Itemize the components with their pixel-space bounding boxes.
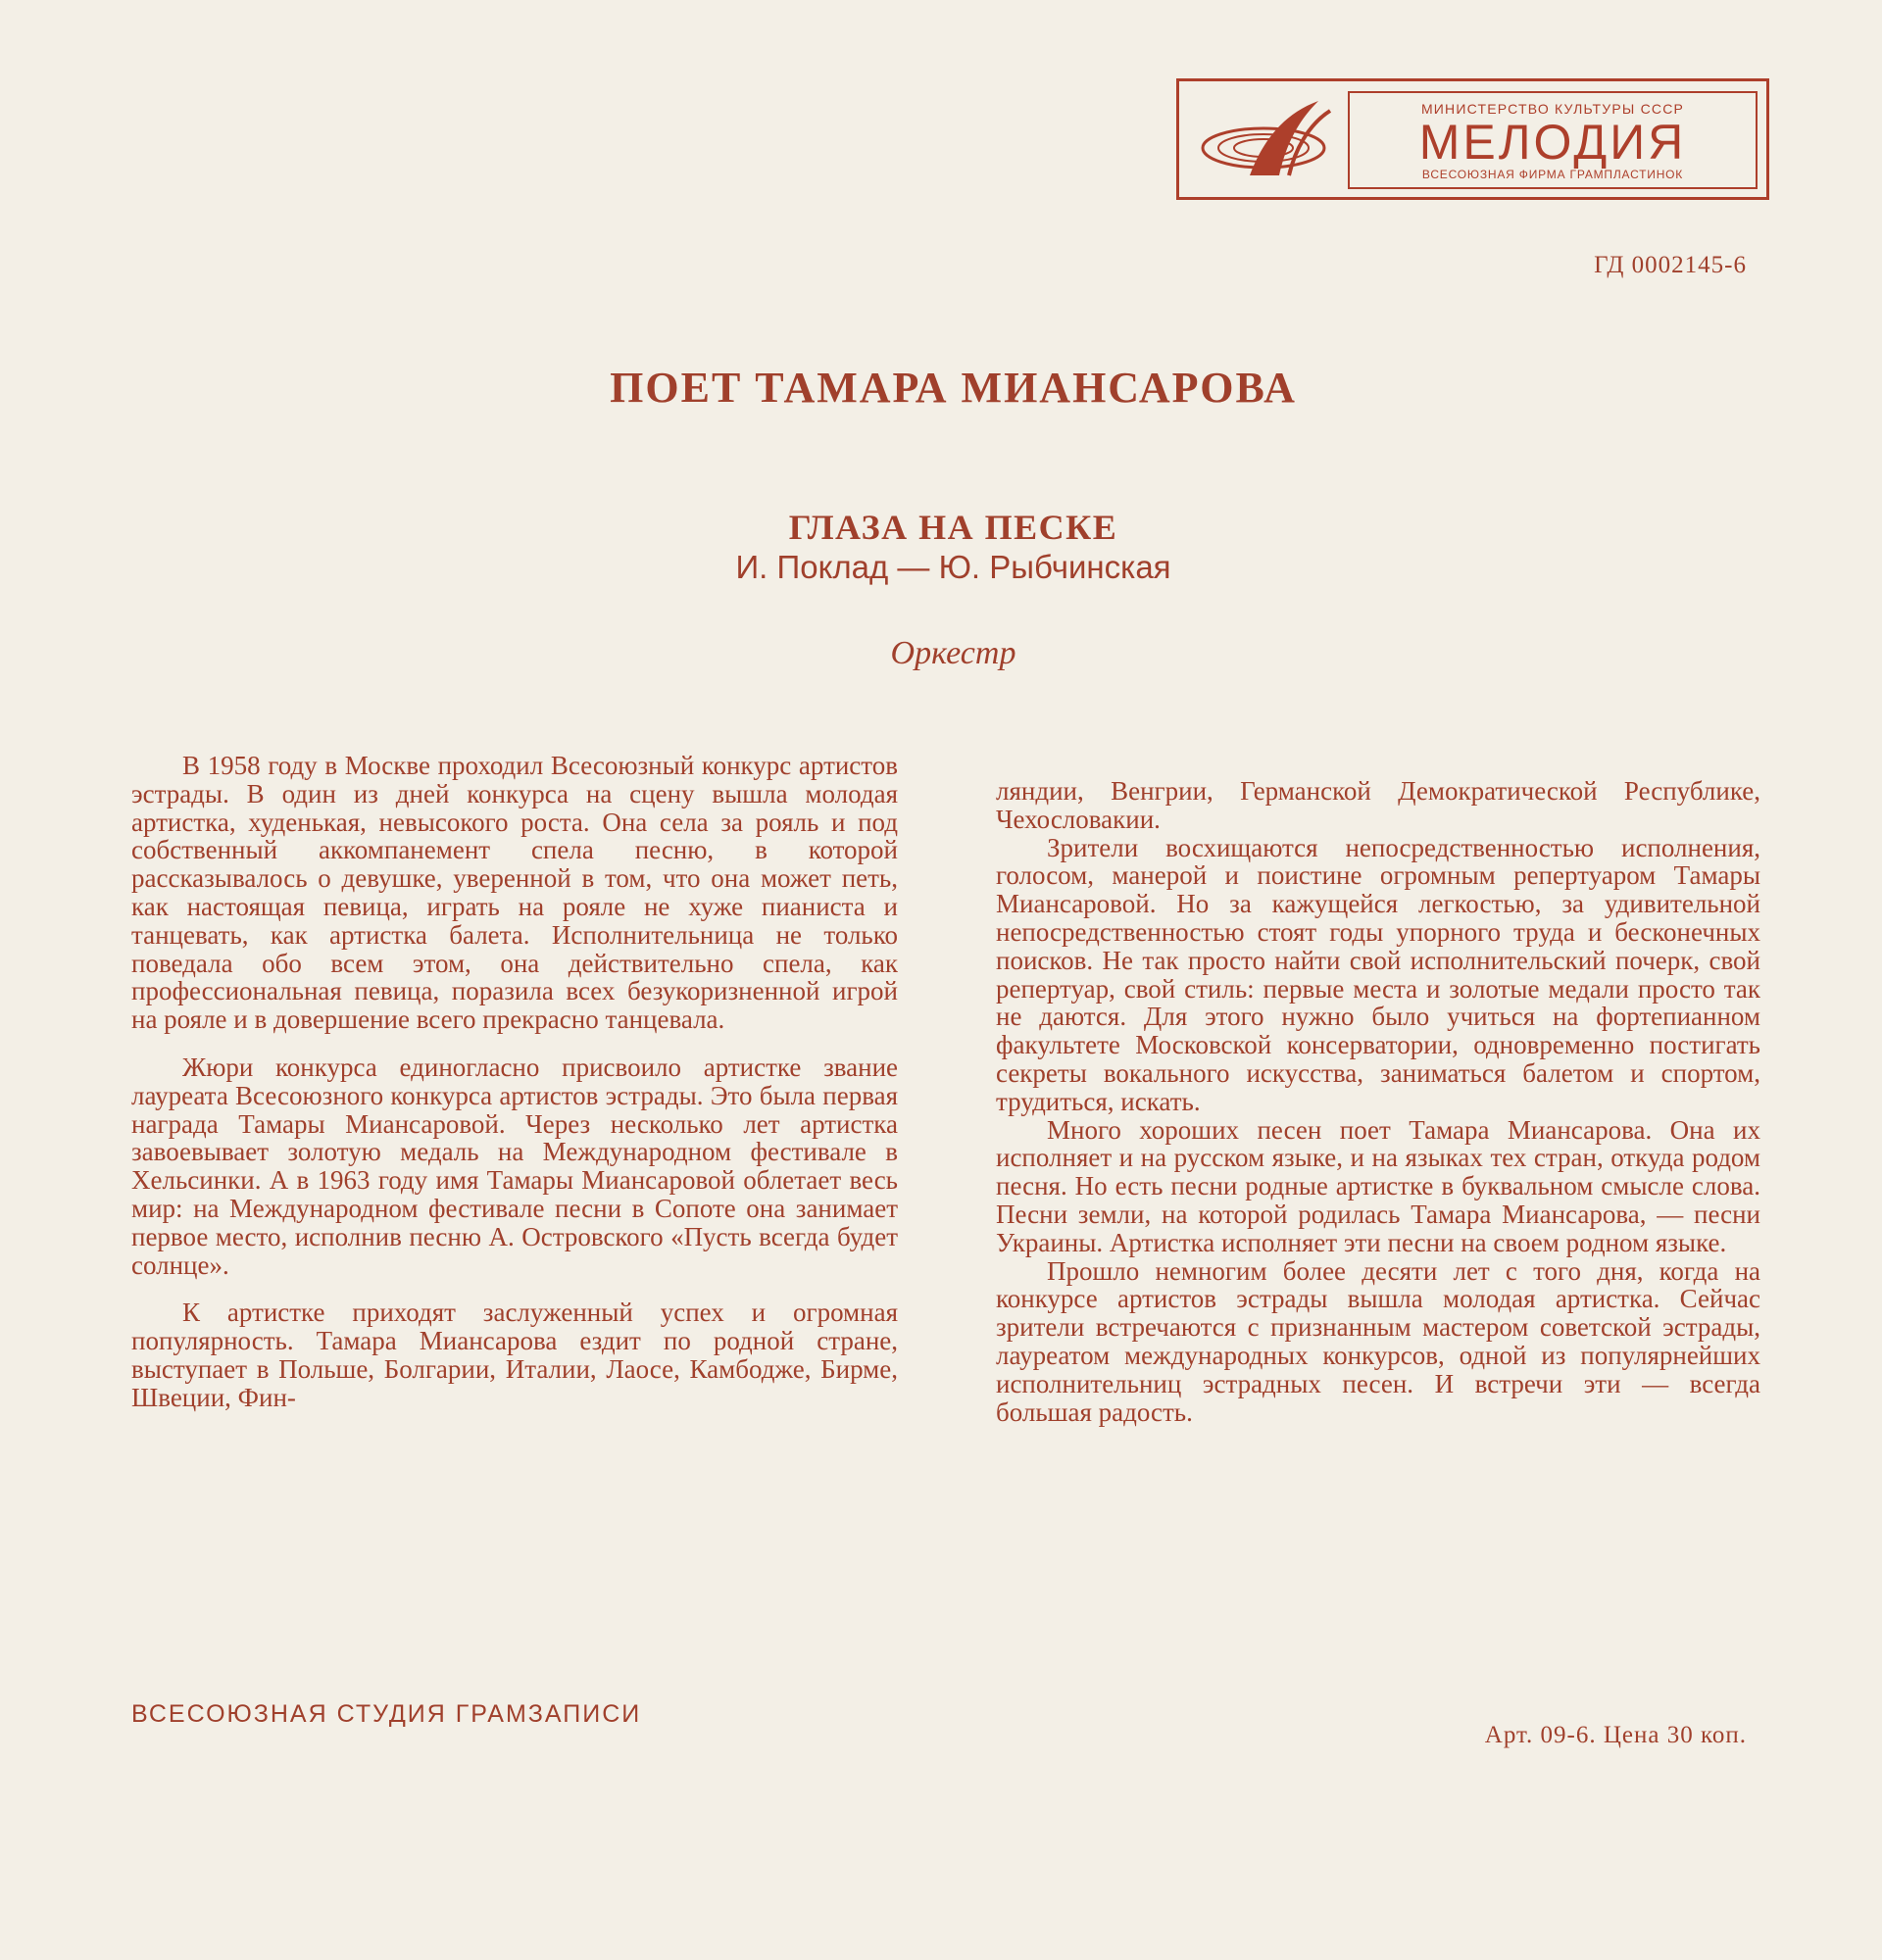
melodiya-logo (1176, 78, 1769, 200)
article-left-column (131, 752, 898, 1432)
song-authors: И. Поклад — Ю. Рыбчинская (735, 549, 1171, 585)
logo-ministry-line: МИНИСТЕРСТВО КУЛЬТУРЫ СССР (1420, 101, 1685, 117)
article-paragraph: Прошло немногим более десяти лет с того дня, когда на конкурсе артистов эстрады вышла молодая артистка. Сейчас зрители встречаются с признанным мастером советской эстрады, лауреатом международных конкурсов, одной из популярнейших исполнительниц эстрадных песен. И встречи эти — всегда большая радость. (996, 1255, 1760, 1427)
price-info: Арт. 09-6. Цена 30 коп. (1484, 1722, 1747, 1748)
article-paragraph: К артистке приходят заслуженный успех и огромная популярность. Тамара Миансарова ездит по родной стране, выступает в Польше, Болгарии, Италии, Лаосе, Камбодже, Бирме, Швеции, Фин- (131, 1298, 898, 1412)
studio-name: ВСЕСОЮЗНАЯ СТУДИЯ ГРАМЗАПИСИ (131, 1700, 642, 1728)
article-paragraph: Много хороших песен поет Тамара Миансарова. Она их исполняет и на русском языке, и на языках тех стран, откуда родом песня. Но есть песни родные артистке в буквальном смысле слова. Песни земли, на которой родилась Тамара Миансарова, — песни Украины. Артистка исполняет эти песни на своем родном языке. (996, 1114, 1760, 1257)
article-paragraph: Зрители восхищаются непосредственностью исполнения, голосом, манерой и поистине огромным репертуаром Тамары Миансаровой. Но за кажущейся легкостью, за удивительной непосредственностью стоят годы упорного труда и бесконечных поисков. Не так просто найти свой исполнительский почерк, свой репертуар, свой стиль: первые места и золотые медали просто так не даются. Для этого нужно было учиться на фортепианном факультете Московской консерватории, одновременно постигать секреты вокального искусства, заниматься балетом и спортом, трудиться, искать. (996, 832, 1760, 1116)
song-title: ГЛАЗА НА ПЕСКЕ (788, 508, 1118, 547)
melodiya-emblem-icon (1193, 95, 1340, 185)
article-paragraph: ляндии, Венгрии, Германской Демократической Республике, Чехословакии. (996, 776, 1760, 834)
song-accompaniment: Оркестр (890, 635, 1016, 671)
article-paragraph: Жюри конкурса единогласно присвоило артистке звание лауреата Всесоюзного конкурса артистов эстрады. Это была первая награда Тамары Миансаровой. Через несколько лет артистка завоевывает золотую медаль на Международном фестивале в Хельсинки. А в 1963 году имя Тамары Миансаровой облетает весь мир: на Международном фестивале песни в Сопоте она занимает первое место, исполнив песню А. Островского «Пусть всегда будет солнце». (131, 1052, 898, 1280)
logo-company-line: ВСЕСОЮЗНАЯ ФИРМА ГРАМПЛАСТИНОК (1421, 168, 1684, 181)
logo-text-frame (1348, 91, 1758, 189)
article-paragraph: В 1958 году в Москве проходил Всесоюзный конкурс артистов эстрады. В один из дней конкурса на сцену вышла молодая артистка, худенькая, невысокого роста. Она села за рояль и под собственный аккомпанемент спела песню, в которой рассказывалось о девушке, уверенной в том, что она может петь, как настоящая певица, играть на рояле не хуже пианиста и танцевать, как артистка балета. Исполнительница не только поведала обо всем этом, она действительно спела, как профессиональная певица, поразила всех безукоризненной игрой на рояле и в довершение всего прекрасно танцевала. (131, 751, 898, 1035)
logo-brand-name: МЕЛОДИЯ (1418, 115, 1687, 170)
catalog-number: ГД 0002145-6 (1594, 252, 1747, 278)
page-title: ПОЕТ ТАМАРА МИАНСАРОВА (610, 364, 1297, 412)
article-right-column (996, 777, 1760, 1426)
